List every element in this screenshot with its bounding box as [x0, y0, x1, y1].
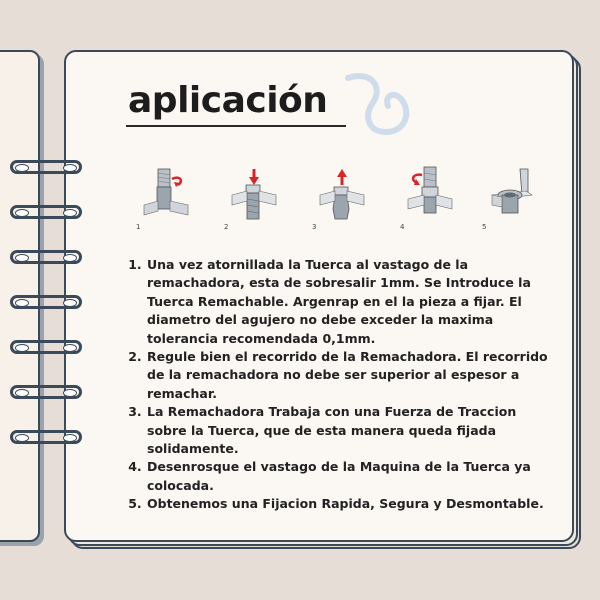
diagram-step-2 [224, 165, 280, 233]
binding-ring [10, 205, 82, 219]
diagram-step-1 [136, 165, 192, 233]
instruction-step: 3. La Remachadora Trabaja con una Fuerza de Traccion sobre la Tuerca, que de esta manera queda fijada solidamente. [146, 403, 550, 458]
diagram-step-3 [312, 165, 368, 233]
binding-ring [10, 385, 82, 399]
instruction-step: 4. Desenrosque el vastago de la Maquina de la Tuerca ya colocada. [146, 458, 550, 495]
diagram-label: 4 [400, 223, 405, 231]
binding-ring [10, 295, 82, 309]
binding-ring [10, 250, 82, 264]
instruction-list [126, 256, 550, 514]
diagram-step-5 [482, 165, 538, 233]
diagram-label: 1 [136, 223, 141, 231]
diagram-label: 2 [224, 223, 229, 231]
rivet-tool-icon [140, 165, 192, 233]
title-underline [126, 125, 346, 127]
diagram-label: 3 [312, 223, 317, 231]
rivet-tool-icon [316, 165, 368, 233]
fixed-rivet-nut-icon [486, 165, 538, 233]
installation-diagrams [136, 165, 540, 235]
binding-ring [10, 340, 82, 354]
instruction-step: 5. Obtenemos una Fijacion Rapida, Segura y Desmontable. [146, 495, 550, 513]
binding-ring [10, 430, 82, 444]
rivet-tool-icon [228, 165, 280, 233]
page-title: aplicación [128, 80, 328, 121]
diagram-step-4 [400, 165, 456, 233]
diagram-label: 5 [482, 223, 487, 231]
instruction-step: 2. Regule bien el recorrido de la Remachadora. El recorrido de la remachadora no debe ser superior al espesor a remachar. [146, 348, 550, 403]
rivet-tool-icon [404, 165, 456, 233]
decorative-swirl-icon [342, 70, 422, 140]
binding-ring [10, 160, 82, 174]
instruction-step: 1. Una vez atornillada la Tuerca al vastago de la remachadora, esta de sobresalir 1mm. Se Introduce la Tuerca Remachable. Argenrap en el la pieza a fijar. El diametro del agujero no debe exceder la maxima tolerancia recomendada 0,1mm. [146, 256, 550, 348]
